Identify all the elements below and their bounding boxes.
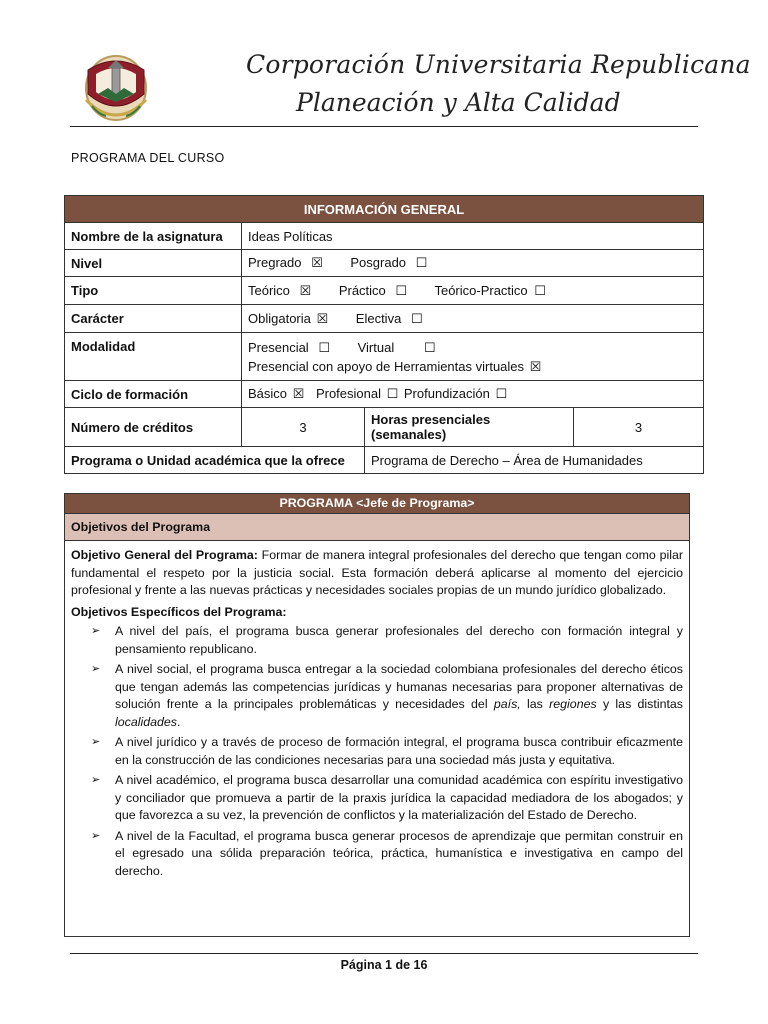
caracter-option-electiva: Electiva	[355, 310, 402, 326]
modalidad-option-presencial: Presencial	[248, 339, 309, 355]
objective-text: A nivel académico, el programa busca desarrollar una comunidad académica con espíritu investigativo y conciliador que promueva a partir de la praxis jurídica la capacidad mediadora de los abogados; y que favorezca a su vez, la prevención de conflictos y la materialización del Estado de Derecho.	[115, 773, 683, 822]
general-objective	[71, 547, 683, 600]
institution-title: Corporación Universitaria Republicana	[246, 50, 751, 79]
asignatura-value: Ideas Políticas	[242, 223, 704, 250]
objective-text: A nivel del país, el programa busca generar profesionales del derecho con formación integral y pensamiento republicano.	[115, 624, 683, 656]
creditos-label: Número de créditos	[65, 408, 242, 447]
arrow-bullet-icon: ➢	[91, 625, 101, 637]
checkbox-profesional[interactable]: ☐	[386, 386, 399, 401]
objective-emphasis: país,	[493, 697, 521, 711]
arrow-bullet-icon: ➢	[91, 774, 101, 786]
checkbox-posgrado[interactable]: ☐	[415, 255, 428, 270]
modalidad-option-virtual: Virtual	[357, 339, 395, 355]
checkbox-obligatoria[interactable]: ☒	[316, 310, 329, 326]
caracter-label: Carácter	[65, 305, 242, 333]
modalidad-label: Modalidad	[65, 333, 242, 381]
header-divider	[70, 126, 698, 127]
objective-text: .	[177, 714, 181, 729]
crest-icon	[78, 48, 154, 126]
tipo-options	[242, 277, 704, 305]
nivel-options	[242, 250, 704, 277]
page-number: Página 1 de 16	[340, 958, 428, 972]
general-info-header: INFORMACIÓN GENERAL	[65, 196, 704, 223]
program-objectives-section	[64, 493, 690, 937]
table-row	[65, 333, 704, 381]
checkbox-electiva[interactable]: ☐	[410, 310, 423, 326]
horas-value: 3	[574, 408, 704, 447]
ciclo-option-profesional: Profesional	[315, 386, 381, 401]
tipo-label: Tipo	[65, 277, 242, 305]
checkbox-presencial[interactable]: ☐	[318, 339, 330, 355]
program-header: PROGRAMA <Jefe de Programa>	[65, 494, 689, 514]
ciclo-option-basico: Básico	[248, 386, 288, 401]
objectives-subheader: Objetivos del Programa	[65, 514, 689, 541]
objective-emphasis: regiones	[549, 697, 597, 711]
nivel-label: Nivel	[65, 250, 242, 277]
checkbox-basico[interactable]: ☒	[292, 386, 305, 401]
objective-emphasis: localidades	[115, 714, 177, 729]
checkbox-teorico[interactable]: ☒	[299, 282, 312, 298]
objective-text: A nivel de la Facultad, el programa busca generar procesos de aprendizaje que permitan construir en el egresado una sólida preparación teórica, práctica, humanística e investigativa en campo del derecho.	[115, 828, 683, 878]
list-item	[91, 828, 683, 881]
table-row	[65, 223, 704, 250]
table-row	[65, 381, 704, 408]
arrow-bullet-icon: ➢	[91, 829, 101, 842]
objective-text: A nivel social, el programa busca entregar a la sociedad colombiana profesionales del derecho éticos que tengan además las competencias jurídicas y humanas necesarias para proponer alternativas de solución frente a la principales problemáticas y necesidades del	[115, 662, 683, 711]
general-objective-text: Formar de manera integral profesionales del derecho que tengan como pilar fundamental el respeto por la justicia social. Esta formación deberá aplicarse al momento del ejercicio profesional y frente a las nuevas prácticas y necesidades sociales propias de un mundo jurídico globalizado.	[71, 548, 683, 597]
checkbox-profundizacion[interactable]: ☐	[495, 386, 508, 401]
footer-divider	[70, 953, 698, 954]
department-title: Planeación y Alta Calidad	[296, 88, 621, 117]
list-item	[91, 734, 683, 769]
tipo-option-teorico: Teórico	[248, 282, 290, 298]
checkbox-presencial-virtual[interactable]: ☒	[529, 358, 542, 374]
list-item	[91, 623, 683, 658]
table-row	[65, 447, 704, 474]
ciclo-option-profundizacion: Profundización	[403, 386, 490, 401]
modalidad-options	[242, 333, 704, 381]
university-crest-logo	[78, 48, 154, 126]
unidad-label: Programa o Unidad académica que la ofrece	[65, 447, 365, 474]
page-title: PROGRAMA DEL CURSO	[71, 151, 225, 165]
arrow-bullet-icon: ➢	[91, 736, 101, 748]
table-row	[65, 305, 704, 333]
horas-label: Horas presenciales (semanales)	[365, 408, 574, 447]
table-row	[65, 277, 704, 305]
checkbox-practico[interactable]: ☐	[395, 282, 408, 298]
checkbox-teorico-practico[interactable]: ☐	[534, 282, 546, 298]
tipo-option-practico: Práctico	[338, 282, 386, 298]
list-item	[91, 772, 683, 825]
nivel-option-posgrado: Posgrado	[350, 255, 407, 270]
nivel-option-pregrado: Pregrado	[248, 255, 302, 270]
list-item	[91, 661, 683, 731]
specific-objectives-label	[71, 604, 683, 622]
ciclo-label: Ciclo de formación	[65, 381, 242, 408]
document-header	[68, 44, 751, 128]
objective-text: A nivel jurídico y a través de proceso de formación integral, el programa busca contribuir eficazmente en la construcción de las condiciones necesarias para una sociedad más justa y equitativa.	[115, 735, 683, 767]
objective-text: y las distintas	[596, 697, 683, 711]
checkbox-virtual[interactable]: ☐	[423, 339, 436, 355]
modalidad-option-presencial-virtual: Presencial con apoyo de Herramientas virtuales	[248, 358, 525, 374]
tipo-option-teorico-practico: Teórico-Practico	[434, 282, 528, 298]
asignatura-label: Nombre de la asignatura	[65, 223, 242, 250]
caracter-options	[242, 305, 704, 333]
unidad-value: Programa de Derecho – Área de Humanidades	[365, 447, 704, 474]
objective-text: las	[520, 697, 550, 711]
table-row	[65, 408, 704, 447]
general-objective-label: Objetivo General del Programa:	[71, 548, 258, 562]
specific-objectives-title: Objetivos Específicos del Programa:	[71, 604, 287, 619]
objectives-body	[65, 541, 689, 880]
checkbox-pregrado[interactable]: ☒	[311, 255, 323, 270]
caracter-option-obligatoria: Obligatoria	[248, 310, 311, 326]
arrow-bullet-icon: ➢	[91, 663, 101, 675]
general-info-table	[64, 195, 704, 474]
ciclo-options	[242, 381, 704, 408]
specific-objectives-list	[71, 623, 683, 880]
creditos-value: 3	[242, 408, 365, 447]
table-row	[65, 250, 704, 277]
